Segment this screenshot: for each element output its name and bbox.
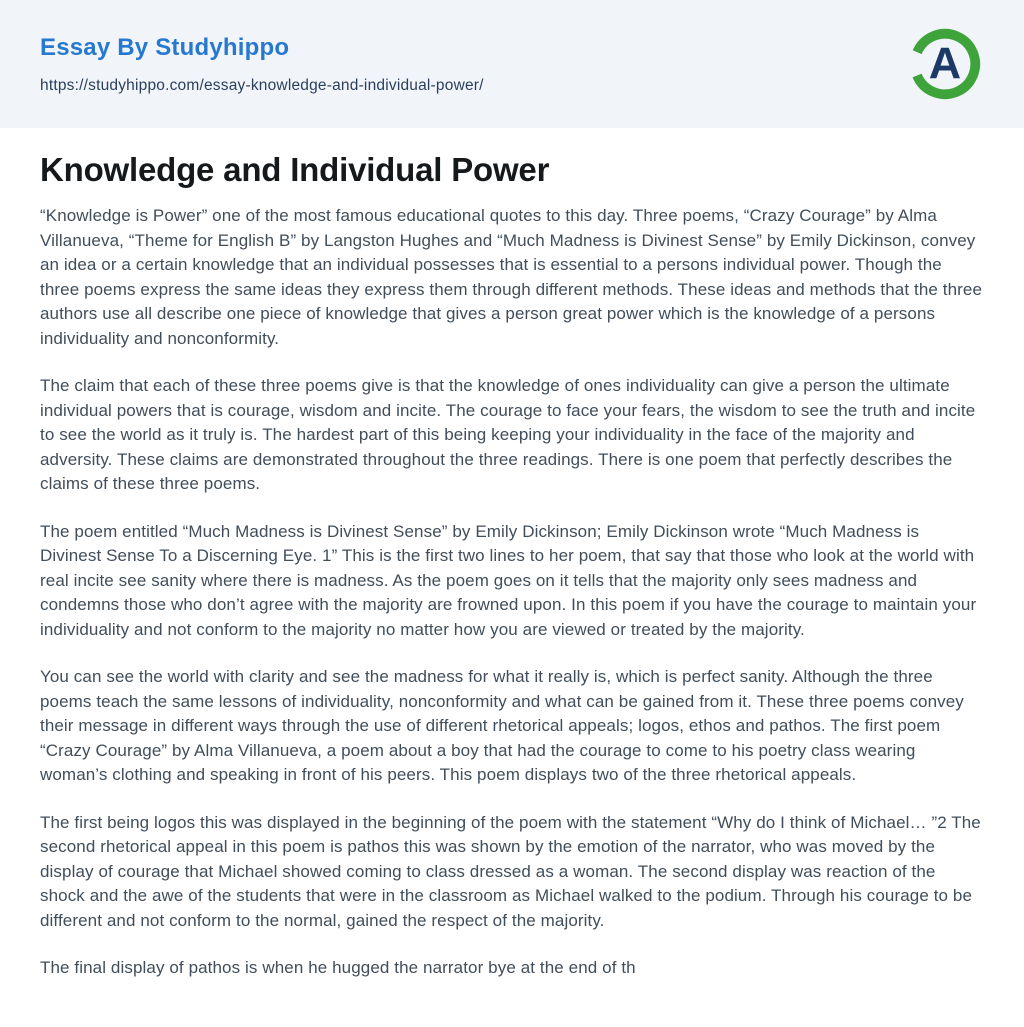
essay-paragraph-2: The claim that each of these three poems give is that the knowledge of ones individuality can give a person the ultimate individual powers that is courage, wisdom and incite. The courage to face your fears, the wisdom to see the truth and incite to see the world as it truly is. The hardest part of this being keeping your individuality in the face of the majority and adversity. These claims are demonstrated throughout the three readings. There is one poem that perfectly describes the claims of these three poems. <box>40 376 976 493</box>
essay-article <box>0 128 1024 981</box>
page-title: Knowledge and Individual Power <box>40 151 550 188</box>
logo-letter: A <box>928 37 962 89</box>
studyhippo-logo[interactable] <box>906 25 984 103</box>
page-url-link[interactable]: https://studyhippo.com/essay-knowledge-and-individual-power/ <box>40 76 484 94</box>
essay-paragraph-6: The final display of pathos is when he hugged the narrator bye at the end of th <box>40 958 636 977</box>
essay-paragraph-3: The poem entitled “Much Madness is Divinest Sense” by Emily Dickinson; Emily Dickinson wrote “Much Madness is Divinest Sense To a Discerning Eye. 1” This is the first two lines to her poem, that say that those who look at the world with real incite see sanity where there is madness. As the poem goes on it tells that the majority only sees madness and condemns those who don’t agree with the majority are frowned upon. In this poem if you have the courage to maintain your individuality and not conform to the majority no matter how you are viewed or treated by the majority. <box>40 521 977 639</box>
essay-paragraph-1: “Knowledge is Power” one of the most famous educational quotes to this day. Three poems, “Crazy Courage” by Alma Villanueva, “Theme for English B” by Langston Hughes and “Much Madness is Divinest Sense” by Emily Dickinson, convey an idea or a certain knowledge that an individual possesses that is essential to a persons individual power. Though the three poems express the same ideas they express them through different methods. These ideas and methods that the three authors use all describe one piece of knowledge that gives a person great power which is the knowledge of a persons individuality and nonconformity. <box>40 206 982 348</box>
header-text-block <box>40 34 484 95</box>
essay-paragraph-5: The first being logos this was displayed in the beginning of the poem with the statement “Why do I think of Michael… ”2 The second rhetorical appeal in this poem is pathos this was shown by the emotion of the narrator, who was moved by the display of courage that Michael showed coming to class dressed as a woman. The second display was reaction of the shock and the awe of the students that were in the classroom as Michael walked to the podium. Through his courage to be different and not conform to the normal, gained the respect of the majority. <box>40 812 981 930</box>
essay-paragraph-4: You can see the world with clarity and see the madness for what it really is, which is perfect sanity. Although the three poems teach the same lessons of individuality, nonconformity and what can be gained from it. These three poems convey their message in different ways through the use of different rhetorical appeals; logos, ethos and pathos. The first poem “Crazy Courage” by Alma Villanueva, a poem about a boy that had the courage to come to his poetry class wearing woman’s clothing and speaking in front of his peers. This poem displays two of the three rhetorical appeals. <box>40 667 964 784</box>
logo-ring-icon <box>906 25 984 103</box>
site-header <box>0 0 1024 128</box>
brand-link[interactable]: Essay By Studyhippo <box>40 33 290 61</box>
